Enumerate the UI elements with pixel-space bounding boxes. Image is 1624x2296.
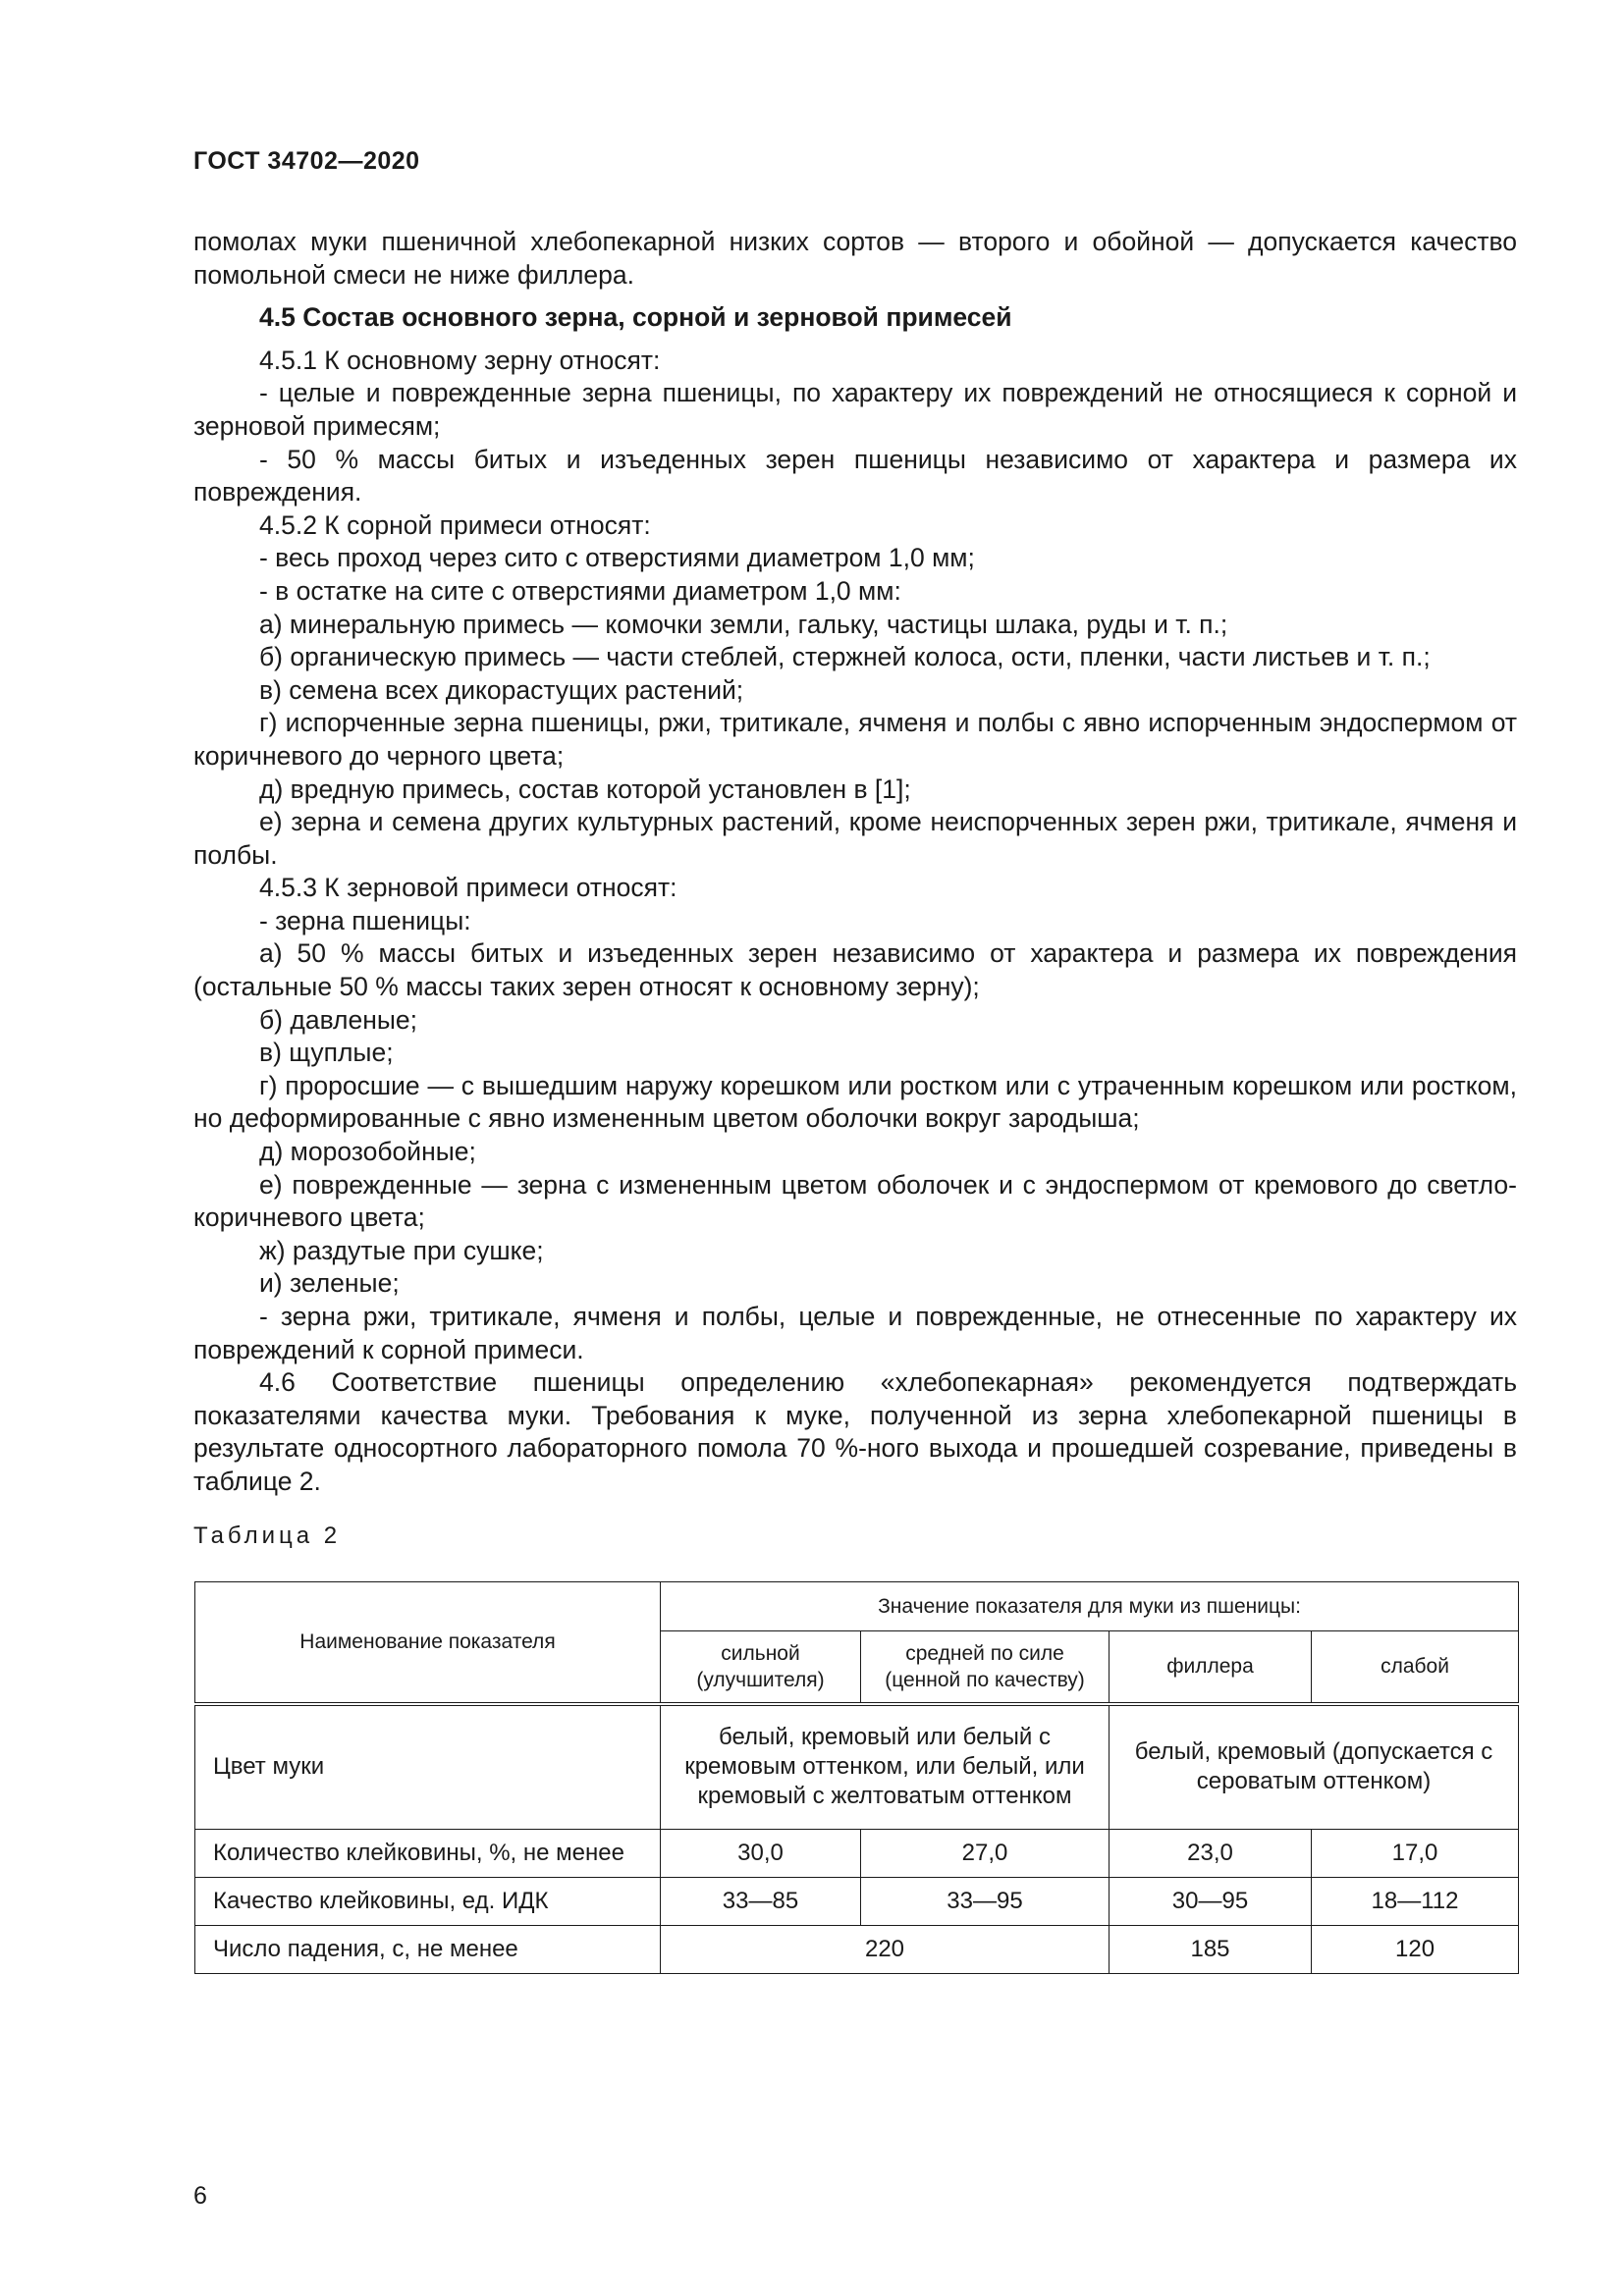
requirements-table [194, 1581, 1519, 1974]
paragraph: д) морозобойные; [259, 1137, 476, 1167]
paragraph: а) 50 % массы битых и изъеденных зерен независимо от характера и размера их повреждения (остальные 50 % массы таких зерен относят к основному зерну); [193, 938, 1517, 1002]
paragraph: б) органическую примесь — части стеблей, стержней колоса, ости, пленки, части листьев и т. п.; [259, 642, 1431, 672]
paragraph: 4.6 Соответствие пшеницы определению «хлебопекарная» рекомендуется подтверждать показателями качества муки. Требования к муке, полученной из зерна хлебопекарной пшеницы в результате односортного лабораторного помола 70 %-ного выхода и прошедшей созревание, приведены в таблице 2. [193, 1367, 1517, 1496]
paragraph: д) вредную примесь, состав которой установлен в [1]; [259, 774, 911, 804]
table-cell: 23,0 [1110, 1830, 1312, 1878]
paragraph: г) испорченные зерна пшеницы, ржи, тритикале, ячменя и полбы с явно испорченным эндоспермом от коричневого до черного цвета; [193, 708, 1517, 771]
column-header-medium: средней по силе (ценной по качеству) [861, 1631, 1110, 1704]
paragraph: в) семена всех дикорастущих растений; [259, 674, 744, 705]
paragraph: е) поврежденные — зерна с измененным цветом оболочек и с эндоспермом от кремового до светло-коричневого цвета; [193, 1169, 1517, 1233]
paragraph: 4.5.1 К основному зерну относят: [259, 345, 661, 375]
paragraph: г) проросшие — с вышедшим наружу корешком или ростком или с утраченным корешком или ростком, но деформированные с явно измененным цветом оболочки вокруг зародыша; [193, 1070, 1517, 1134]
table-cell: 220 [661, 1926, 1110, 1974]
row-label: Количество клейковины, %, не менее [195, 1830, 661, 1878]
paragraph: б) давленые; [259, 1004, 418, 1035]
paragraph: помолах муки пшеничной хлебопекарной низких сортов — второго и обойной — допускается качество помольной смеси не ниже филлера. [193, 227, 1517, 290]
paragraph: ж) раздутые при сушке; [259, 1235, 544, 1265]
section-heading: 4.5 Состав основного зерна, сорной и зерновой примесей [259, 302, 1012, 333]
column-header-indicator-name: Наименование показателя [195, 1582, 661, 1704]
paragraph: - весь проход через сито с отверстиями диаметром 1,0 мм; [259, 543, 975, 573]
paragraph: е) зерна и семена других культурных растений, кроме неиспорченных зерен ржи, тритикале, ячменя и полбы. [193, 807, 1517, 870]
table-cell: 120 [1312, 1926, 1519, 1974]
table-cell: белый, кремовый или белый с кремовым оттенком, или белый, или кремовый с желтоватым оттенком [661, 1704, 1110, 1830]
table-cell: 30—95 [1110, 1878, 1312, 1926]
table-cell: 185 [1110, 1926, 1312, 1974]
column-header-filler: филлера [1110, 1631, 1312, 1704]
table-row [195, 1878, 1519, 1926]
page-number: 6 [193, 2182, 207, 2210]
paragraph: - 50 % массы битых и изъеденных зерен пшеницы независимо от характера и размера их повреждения. [193, 444, 1517, 507]
table-row [195, 1704, 1519, 1830]
paragraph: в) щуплые; [259, 1038, 394, 1068]
column-header-weak: слабой [1312, 1631, 1519, 1704]
row-label: Число падения, с, не менее [195, 1926, 661, 1974]
table-cell: 18—112 [1312, 1878, 1519, 1926]
row-label: Цвет муки [195, 1704, 661, 1830]
table-cell: 33—95 [861, 1878, 1110, 1926]
table-cell: 33—85 [661, 1878, 861, 1926]
paragraph: а) минеральную примесь — комочки земли, гальку, частицы шлака, руды и т. п.; [259, 609, 1228, 639]
document-code-header: ГОСТ 34702—2020 [193, 147, 420, 175]
table-cell: белый, кремовый (допускается с сероватым оттенком) [1110, 1704, 1519, 1830]
row-label: Качество клейковины, ед. ИДК [195, 1878, 661, 1926]
paragraph: 4.5.2 К сорной примеси относят: [259, 509, 651, 540]
table-cell: 27,0 [861, 1830, 1110, 1878]
column-header-group: Значение показателя для муки из пшеницы: [661, 1582, 1519, 1631]
column-header-strong: сильной (улучшителя) [661, 1631, 861, 1704]
table-cell: 30,0 [661, 1830, 861, 1878]
paragraph: - в остатке на сите с отверстиями диаметром 1,0 мм: [259, 575, 901, 606]
table-cell: 17,0 [1312, 1830, 1519, 1878]
paragraph: - целые и поврежденные зерна пшеницы, по характеру их повреждений не относящиеся к сорной и зерновой примесям; [193, 378, 1517, 441]
paragraph: - зерна пшеницы: [259, 905, 471, 935]
table-header-row [195, 1582, 1519, 1631]
paragraph: - зерна ржи, тритикале, ячменя и полбы, целые и поврежденные, не отнесенные по характеру их повреждений к сорной примеси. [193, 1302, 1517, 1364]
paragraph: 4.5.3 К зерновой примеси относят: [259, 873, 677, 903]
table-row [195, 1830, 1519, 1878]
table-caption: Таблица 2 [193, 1522, 342, 1549]
paragraph: и) зеленые; [259, 1268, 400, 1299]
document-body [193, 226, 1517, 1499]
table-row [195, 1926, 1519, 1974]
